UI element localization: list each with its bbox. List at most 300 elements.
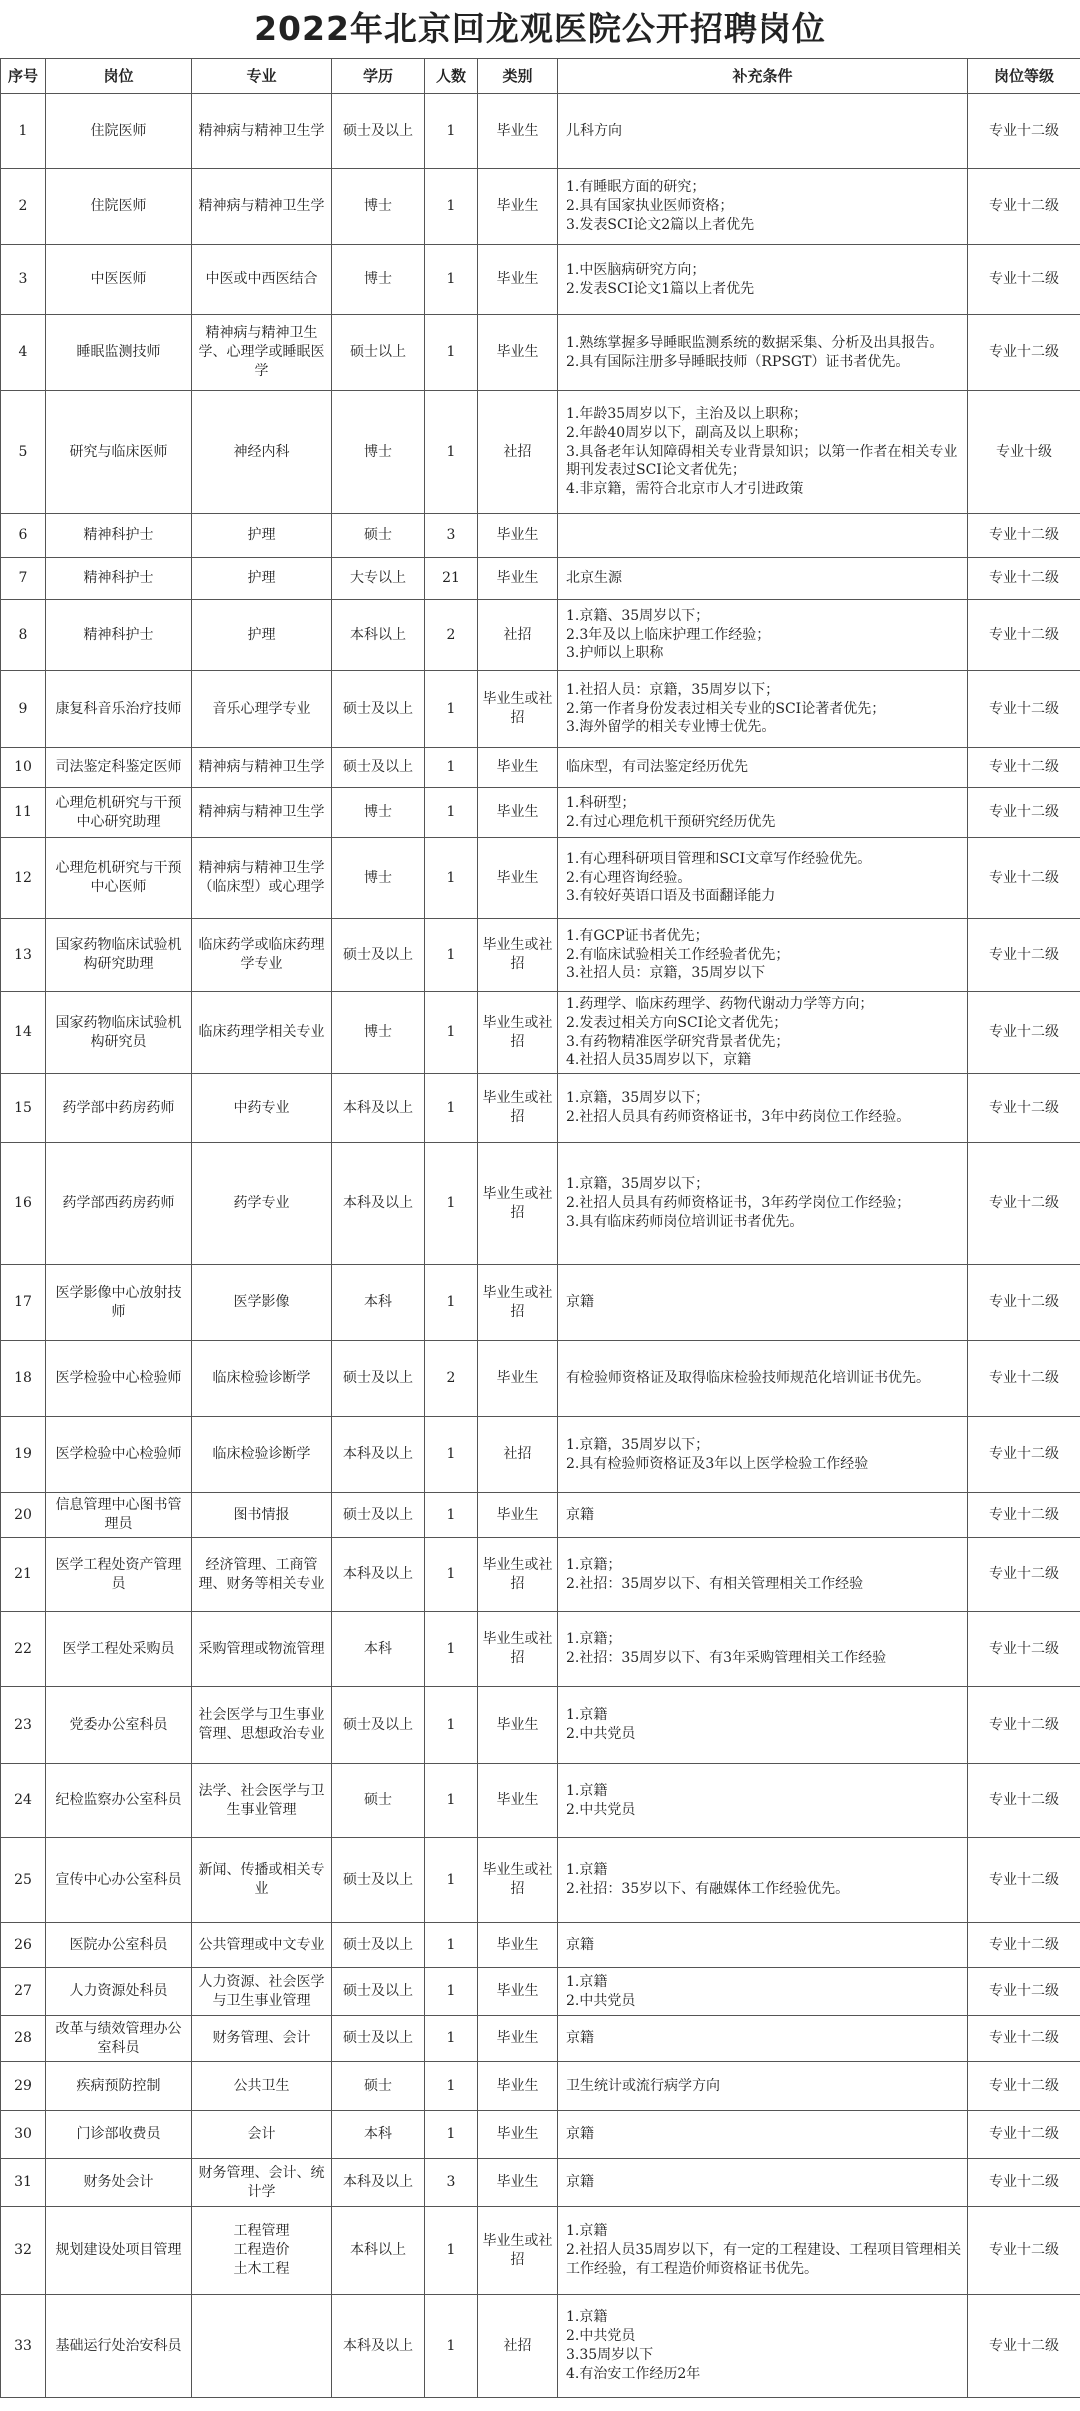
cell-education — [332, 600, 425, 671]
cell-type-text: 毕业生 — [496, 1792, 539, 1809]
cell-no — [1, 1687, 46, 1764]
cell-type-text: 毕业生 — [496, 869, 539, 886]
cell-level-text: 专业十二级 — [989, 804, 1059, 821]
cell-education-text: 大专以上 — [350, 570, 406, 587]
cell-major — [192, 1417, 332, 1493]
cell-major — [192, 2295, 332, 2398]
cell-no — [1, 748, 46, 788]
cell-type — [478, 748, 558, 788]
cell-count — [425, 992, 478, 1074]
cell-level — [968, 514, 1080, 558]
cell-major — [192, 1923, 332, 1968]
cell-count-text: 3 — [446, 2174, 456, 2191]
cell-major-text: 临床药理学相关专业 — [198, 1024, 325, 1041]
cell-post-text: 财务处会计 — [83, 2174, 154, 2191]
cell-major-text: 神经内科 — [233, 443, 290, 460]
cell-post-text: 医学工程处采购员 — [62, 1640, 175, 1657]
cell-no — [1, 1341, 46, 1417]
cell-type — [478, 1612, 558, 1687]
cell-level — [968, 2295, 1080, 2398]
cell-level — [968, 1968, 1080, 2016]
cell-no-text: 24 — [14, 1792, 32, 1809]
cell-post — [46, 748, 192, 788]
cell-conditions — [558, 748, 968, 788]
cell-level — [968, 94, 1080, 169]
cell-conditions — [558, 558, 968, 600]
cell-education — [332, 1687, 425, 1764]
cell-education — [332, 94, 425, 169]
cell-type — [478, 1265, 558, 1341]
cell-conditions-text: 1.有GCP证书者优先； 2.有临床试验相关工作经验者优先； 3.社招人员：京籍，35周岁以下 — [566, 927, 790, 982]
cell-education — [332, 788, 425, 838]
cell-post-text: 研究与临床医师 — [69, 443, 168, 460]
cell-conditions-text: 1.京籍，35周岁以下； 2.社招人员具有药师资格证书，3年药学岗位工作经验； 3.具有临床药师岗位培训证书者优先。 — [566, 1176, 911, 1230]
cell-conditions-text: 临床型，有司法鉴定经历优先 — [566, 759, 748, 776]
table-row — [1, 671, 1080, 748]
cell-count — [425, 788, 478, 838]
cell-type-text: 毕业生 — [496, 759, 539, 776]
cell-level-text: 专业十二级 — [989, 1871, 1059, 1888]
cell-conditions-text: 卫生统计或流行病学方向 — [566, 2077, 720, 2094]
cell-count-text: 1 — [446, 271, 456, 288]
cell-type — [478, 315, 558, 391]
cell-no-text: 6 — [18, 527, 28, 544]
cell-type — [478, 245, 558, 315]
page-title: 2022年北京回龙观医院公开招聘岗位 — [254, 9, 826, 48]
cell-education — [332, 169, 425, 245]
cell-education-text: 硕士及以上 — [343, 700, 413, 717]
table-row — [1, 1838, 1080, 1923]
cell-count-text: 1 — [446, 1640, 456, 1657]
cell-no-text: 29 — [14, 2077, 32, 2094]
cell-level-text: 专业十二级 — [989, 1024, 1059, 1041]
cell-count-text: 1 — [446, 946, 456, 963]
cell-conditions — [558, 919, 968, 992]
cell-count — [425, 1538, 478, 1612]
cell-no — [1, 788, 46, 838]
cell-no — [1, 2062, 46, 2111]
cell-conditions-text: 1.社招人员：京籍，35周岁以下； 2.第一作者身份发表过相关专业的SCI论著者优先； 3.海外留学的相关专业博士优先。 — [566, 681, 886, 736]
cell-count-text: 2 — [446, 1370, 456, 1387]
cell-level-text: 专业十二级 — [989, 1936, 1059, 1953]
cell-no-text: 19 — [14, 1446, 32, 1463]
cell-conditions-text: 京籍 — [566, 1936, 594, 1953]
table-row — [1, 1764, 1080, 1838]
cell-major — [192, 2062, 332, 2111]
cell-count-text: 1 — [446, 2126, 456, 2143]
table-row — [1, 2159, 1080, 2207]
cell-major — [192, 1968, 332, 2016]
cell-count — [425, 2062, 478, 2111]
cell-major — [192, 558, 332, 600]
cell-no-text: 1 — [18, 122, 28, 139]
cell-level — [968, 1493, 1080, 1538]
header-post: 岗位 — [46, 59, 192, 94]
cell-major-text: 人力资源、社会医学与卫生事业管理 — [198, 1973, 325, 2009]
cell-level — [968, 2062, 1080, 2111]
cell-post-text: 信息管理中心图书管理员 — [55, 1497, 182, 1532]
cell-conditions-text: 1.有心理科研项目管理和SCI文章写作经验优先。 2.有心理咨询经验。 3.有较好英语口语及书面翻译能力 — [566, 850, 872, 905]
table-row — [1, 245, 1080, 315]
cell-major — [192, 1493, 332, 1538]
cell-education — [332, 514, 425, 558]
cell-major — [192, 94, 332, 169]
cell-level — [968, 1538, 1080, 1612]
cell-type-text: 毕业生 — [496, 1936, 539, 1953]
cell-count — [425, 1341, 478, 1417]
cell-count — [425, 169, 478, 245]
cell-level — [968, 1923, 1080, 1968]
cell-education-text: 硕士及以上 — [343, 1871, 413, 1888]
cell-no — [1, 1143, 46, 1265]
cell-education-text: 博士 — [364, 1024, 392, 1041]
cell-post — [46, 2207, 192, 2295]
cell-education-text: 本科及以上 — [343, 1566, 413, 1583]
cell-conditions — [558, 169, 968, 245]
cell-conditions — [558, 788, 968, 838]
table-row — [1, 1265, 1080, 1341]
cell-type-text: 毕业生或社招 — [482, 1284, 553, 1320]
cell-post — [46, 1968, 192, 2016]
cell-education-text: 硕士及以上 — [343, 1716, 413, 1733]
cell-major-text: 公共卫生 — [233, 2077, 290, 2094]
cell-type-text: 社招 — [503, 626, 532, 643]
table-row — [1, 919, 1080, 992]
cell-level-text: 专业十级 — [996, 443, 1052, 460]
cell-no-text: 21 — [14, 1566, 32, 1583]
cell-post-text: 人力资源处科员 — [69, 1983, 168, 2000]
cell-type-text: 社招 — [503, 443, 532, 460]
cell-education-text: 硕士及以上 — [343, 946, 413, 963]
cell-conditions — [558, 2111, 968, 2159]
table-row — [1, 1493, 1080, 1538]
cell-count — [425, 671, 478, 748]
cell-post — [46, 1923, 192, 1968]
cell-count — [425, 391, 478, 514]
cell-post-text: 国家药物临床试验机构研究助理 — [55, 937, 182, 972]
cell-post-text: 门诊部收费员 — [76, 2126, 161, 2143]
cell-no — [1, 391, 46, 514]
cell-no-text: 28 — [14, 2030, 32, 2047]
header-education: 学历 — [332, 59, 425, 94]
cell-type — [478, 600, 558, 671]
cell-level — [968, 169, 1080, 245]
cell-education-text: 博士 — [364, 443, 392, 460]
table-header-row — [1, 59, 1080, 94]
cell-major-text: 公共管理或中文专业 — [198, 1936, 325, 1953]
cell-level — [968, 1417, 1080, 1493]
cell-conditions-text: 1.科研型； 2.有过心理危机干预研究经历优先 — [566, 794, 776, 830]
cell-major — [192, 1838, 332, 1923]
cell-level — [968, 1612, 1080, 1687]
cell-post — [46, 558, 192, 600]
cell-count — [425, 2111, 478, 2159]
cell-post-text: 党委办公室科员 — [69, 1716, 168, 1733]
cell-post-text: 药学部中药房药师 — [62, 1099, 175, 1116]
header-conditions: 补充条件 — [558, 59, 968, 94]
cell-no-text: 7 — [18, 570, 28, 587]
cell-count-text: 1 — [446, 1195, 456, 1212]
cell-conditions-text: 1.京籍 2.中共党员 — [566, 1782, 636, 1818]
cell-count — [425, 2295, 478, 2398]
table-row — [1, 1538, 1080, 1612]
cell-no-text: 2 — [18, 198, 28, 215]
cell-type-text: 毕业生 — [496, 1716, 539, 1733]
table-row — [1, 1612, 1080, 1687]
cell-type — [478, 169, 558, 245]
table-row — [1, 2111, 1080, 2159]
cell-post-text: 精神科护士 — [83, 570, 154, 587]
cell-no-text: 31 — [14, 2174, 32, 2191]
cell-education — [332, 1764, 425, 1838]
cell-level-text: 专业十二级 — [989, 1566, 1059, 1583]
cell-post-text: 医学检验中心检验师 — [55, 1370, 182, 1387]
cell-count-text: 1 — [446, 344, 456, 361]
cell-no-text: 11 — [14, 804, 32, 821]
cell-education — [332, 838, 425, 919]
cell-no — [1, 1538, 46, 1612]
cell-education — [332, 2111, 425, 2159]
cell-major — [192, 1764, 332, 1838]
cell-level-text: 专业十二级 — [989, 2174, 1059, 2191]
cell-no — [1, 2159, 46, 2207]
cell-type-text: 毕业生或社招 — [482, 1631, 553, 1666]
cell-post-text: 精神科护士 — [83, 527, 154, 544]
cell-type-text: 社招 — [503, 1446, 532, 1463]
cell-post — [46, 919, 192, 992]
cell-post — [46, 2295, 192, 2398]
cell-count — [425, 1074, 478, 1143]
cell-education — [332, 1074, 425, 1143]
cell-major-text: 护理 — [247, 570, 276, 587]
cell-post — [46, 245, 192, 315]
cell-education-text: 本科 — [364, 2126, 392, 2143]
cell-count-text: 1 — [446, 1983, 456, 2000]
cell-no — [1, 245, 46, 315]
table-row — [1, 1341, 1080, 1417]
cell-conditions — [558, 391, 968, 514]
cell-conditions-text: 1.京籍； 2.社招：35周岁以下、有3年采购管理相关工作经验 — [566, 1631, 887, 1666]
cell-count-text: 1 — [446, 759, 456, 776]
cell-conditions — [558, 600, 968, 671]
cell-type — [478, 2295, 558, 2398]
cell-major-text: 护理 — [247, 626, 276, 643]
cell-level — [968, 671, 1080, 748]
cell-count — [425, 600, 478, 671]
cell-major — [192, 245, 332, 315]
cell-post — [46, 1687, 192, 1764]
cell-post-text: 心理危机研究与干预中心研究助理 — [55, 794, 182, 830]
cell-count — [425, 1265, 478, 1341]
cell-level-text: 专业十二级 — [989, 1640, 1059, 1657]
cell-type — [478, 2207, 558, 2295]
cell-conditions-text: 1.年龄35周岁以下，主治及以上职称； 2.年龄40周岁以下，副高及以上职称； 3.具备老年认知障碍相关专业背景知识；以第一作者在相关专业期刊发表过SCI论文者优先； 4.非京籍，需符合北京市人才引进政策 — [566, 405, 958, 498]
cell-conditions — [558, 2207, 968, 2295]
cell-level-text: 专业十二级 — [989, 1983, 1059, 2000]
cell-major-text: 图书情报 — [233, 1506, 290, 1523]
cell-type — [478, 1968, 558, 2016]
cell-post — [46, 2159, 192, 2207]
cell-count-text: 3 — [446, 527, 456, 544]
cell-level — [968, 391, 1080, 514]
cell-conditions — [558, 1838, 968, 1923]
cell-no — [1, 558, 46, 600]
cell-level-text: 专业十二级 — [989, 2126, 1059, 2143]
cell-major-text: 经济管理、工商管理、财务等相关专业 — [198, 1556, 325, 1592]
cell-type — [478, 2159, 558, 2207]
header-type: 类别 — [478, 59, 558, 94]
cell-post — [46, 2111, 192, 2159]
cell-count-text: 1 — [446, 2337, 456, 2354]
cell-post-text: 住院医师 — [90, 198, 147, 215]
cell-no — [1, 1838, 46, 1923]
cell-major-text: 中药专业 — [233, 1099, 290, 1116]
cell-education — [332, 1265, 425, 1341]
cell-conditions-text: 1.熟练掌握多导睡眠监测系统的数据采集、分析及出具报告。 2.具有国际注册多导睡眠技师（RPSGT）证书者优先。 — [566, 334, 944, 370]
cell-no-text: 15 — [14, 1099, 32, 1116]
cell-conditions-text: 1.京籍，35周岁以下； 2.社招人员具有药师资格证书，3年中药岗位工作经验。 — [566, 1090, 911, 1125]
cell-type — [478, 1143, 558, 1265]
cell-type — [478, 838, 558, 919]
cell-no-text: 3 — [18, 271, 28, 288]
cell-no — [1, 919, 46, 992]
cell-post-text: 改革与绩效管理办公室科员 — [55, 2020, 182, 2056]
cell-conditions — [558, 1074, 968, 1143]
cell-conditions-text: 北京生源 — [566, 570, 622, 587]
cell-type — [478, 94, 558, 169]
cell-type-text: 毕业生 — [496, 2174, 539, 2191]
cell-education — [332, 2062, 425, 2111]
cell-major — [192, 2159, 332, 2207]
cell-conditions — [558, 245, 968, 315]
cell-type-text: 毕业生 — [496, 2077, 539, 2094]
cell-count-text: 1 — [446, 1716, 456, 1733]
cell-education-text: 本科及以上 — [343, 2337, 413, 2354]
cell-conditions-text: 京籍 — [566, 2030, 594, 2047]
cell-post — [46, 2062, 192, 2111]
cell-major-text: 药学专业 — [233, 1195, 290, 1212]
cell-count — [425, 1838, 478, 1923]
cell-conditions-text: 1.京籍 2.中共党员 — [566, 1707, 636, 1742]
cell-major-text: 精神病与精神卫生学 — [198, 804, 325, 821]
cell-conditions — [558, 94, 968, 169]
cell-type — [478, 2016, 558, 2062]
cell-post — [46, 94, 192, 169]
cell-education-text: 硕士及以上 — [343, 759, 413, 776]
header-count: 人数 — [425, 59, 478, 94]
cell-post — [46, 788, 192, 838]
cell-education — [332, 315, 425, 391]
cell-conditions — [558, 1417, 968, 1493]
cell-major-text: 财务管理、会计 — [212, 2030, 311, 2047]
cell-count — [425, 1143, 478, 1265]
cell-major-text: 精神病与精神卫生学、心理学或睡眠医学 — [198, 325, 325, 379]
cell-major-text: 精神病与精神卫生学 — [198, 759, 325, 776]
cell-post — [46, 1417, 192, 1493]
cell-post — [46, 1493, 192, 1538]
cell-post — [46, 1341, 192, 1417]
table-row — [1, 1968, 1080, 2016]
cell-count-text: 1 — [446, 2242, 456, 2259]
cell-level — [968, 838, 1080, 919]
cell-level — [968, 748, 1080, 788]
cell-count-text: 1 — [446, 869, 456, 886]
cell-count — [425, 1612, 478, 1687]
cell-major-text: 采购管理或物流管理 — [198, 1640, 325, 1657]
cell-conditions-text: 有检验师资格证及取得临床检验技师规范化培训证书优先。 — [566, 1370, 930, 1387]
cell-education-text: 本科以上 — [350, 2242, 406, 2259]
cell-major-text: 中医或中西医结合 — [205, 271, 318, 288]
cell-post — [46, 992, 192, 1074]
cell-no-text: 10 — [14, 759, 32, 776]
cell-level-text: 专业十二级 — [989, 1446, 1059, 1463]
cell-type-text: 毕业生或社招 — [482, 1862, 553, 1897]
cell-level — [968, 315, 1080, 391]
cell-post — [46, 1538, 192, 1612]
cell-count — [425, 245, 478, 315]
cell-no — [1, 671, 46, 748]
cell-conditions — [558, 514, 968, 558]
cell-no-text: 18 — [14, 1370, 32, 1387]
cell-type — [478, 1074, 558, 1143]
table-row — [1, 2062, 1080, 2111]
table-row — [1, 315, 1080, 391]
cell-level — [968, 1143, 1080, 1265]
cell-no-text: 4 — [18, 344, 28, 361]
cell-type — [478, 1687, 558, 1764]
table-row — [1, 2207, 1080, 2295]
cell-conditions-text: 1.京籍； 2.社招：35周岁以下、有相关管理相关工作经验 — [566, 1556, 864, 1592]
cell-no-text: 14 — [14, 1024, 32, 1041]
recruitment-table — [0, 58, 1080, 2398]
table-row — [1, 992, 1080, 1074]
cell-post — [46, 1074, 192, 1143]
cell-post — [46, 169, 192, 245]
cell-level-text: 专业十二级 — [989, 2030, 1059, 2047]
cell-conditions-text: 1.京籍 2.社招：35岁以下、有融媒体工作经验优先。 — [566, 1862, 850, 1897]
cell-level-text: 专业十二级 — [989, 700, 1059, 717]
cell-type-text: 毕业生 — [496, 1983, 539, 2000]
cell-count — [425, 838, 478, 919]
cell-count — [425, 1417, 478, 1493]
cell-education — [332, 558, 425, 600]
cell-education-text: 硕士及以上 — [343, 122, 413, 139]
cell-major — [192, 1265, 332, 1341]
cell-type-text: 毕业生 — [496, 2030, 539, 2047]
cell-count-text: 1 — [446, 804, 456, 821]
cell-count — [425, 1764, 478, 1838]
cell-type-text: 毕业生或社招 — [482, 937, 553, 972]
cell-education-text: 本科 — [364, 1294, 392, 1311]
cell-count — [425, 315, 478, 391]
cell-major-text: 会计 — [247, 2126, 276, 2143]
cell-no — [1, 600, 46, 671]
cell-post — [46, 391, 192, 514]
cell-major-text: 音乐心理学专业 — [212, 700, 311, 717]
cell-education — [332, 671, 425, 748]
cell-no — [1, 2111, 46, 2159]
cell-no-text: 17 — [14, 1294, 32, 1311]
cell-no-text: 26 — [14, 1936, 32, 1953]
cell-count-text: 21 — [442, 570, 460, 587]
cell-major — [192, 1341, 332, 1417]
cell-level — [968, 1341, 1080, 1417]
cell-type-text: 毕业生或社招 — [482, 2232, 553, 2268]
cell-count-text: 1 — [446, 1024, 456, 1041]
cell-post-text: 心理危机研究与干预中心医师 — [55, 860, 182, 895]
header-major: 专业 — [192, 59, 332, 94]
cell-no-text: 16 — [14, 1195, 32, 1212]
